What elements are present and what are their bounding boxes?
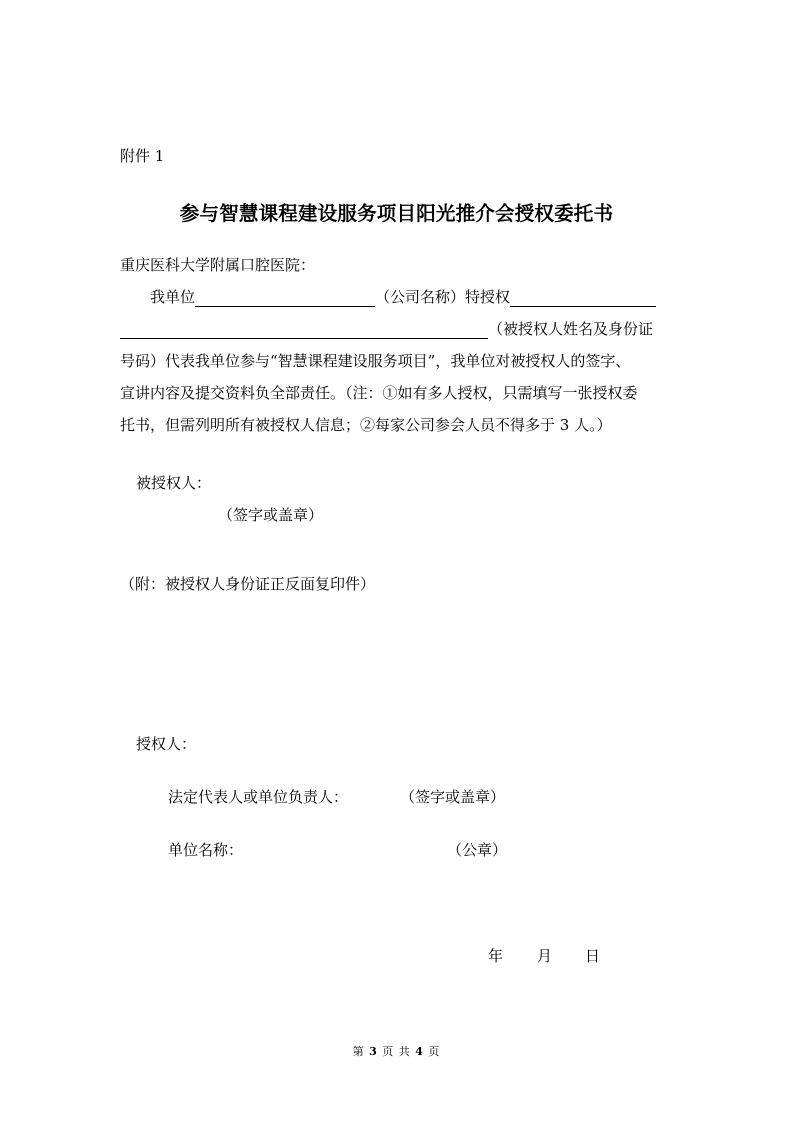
document-title: 参与智慧课程建设服务项目阳光推介会授权委托书 (179, 202, 614, 225)
unit-name-label: 单位名称： (168, 841, 244, 859)
paragraph-text: 我单位 (150, 288, 196, 306)
paragraph-text: （公司名称）特授权 (375, 288, 511, 306)
paragraph-line-2 (120, 318, 653, 339)
paragraph-line-3: 号码）代表我单位参与“智慧课程建设服务项目”，我单位对被授权人的签字、 (120, 352, 631, 370)
footer-suffix: 页 (428, 1045, 441, 1058)
date-month: 月 (537, 947, 553, 965)
footer-mid: 页 共 (382, 1045, 411, 1058)
sign-or-seal-note: （签字或盖章） (400, 788, 506, 806)
total-page-number: 4 (415, 1045, 424, 1058)
addressee: 重庆医科大学附属口腔医院： (120, 256, 316, 274)
sign-or-seal-note: （签字或盖章） (218, 506, 324, 524)
paragraph-line-4: 宣讲内容及提交资料负全部责任。（注：①如有多人授权，只需填写一张授权委 (120, 384, 638, 402)
paragraph-text: （被授权人姓名及身份证 (488, 320, 654, 338)
footer-prefix: 第 (352, 1045, 365, 1058)
attachment-note: （附：被授权人身份证正反面复印件） (120, 575, 376, 593)
attachment-label: 附件 1 (120, 147, 165, 165)
official-seal-note: （公章） (447, 841, 508, 859)
paragraph-line-5: 托书，但需列明所有被授权人信息；②每家公司参会人员不得多于 3 人。） (120, 416, 612, 434)
company-name-blank[interactable] (195, 288, 375, 307)
grantor-label: 授权人： (136, 735, 197, 753)
legal-representative-label: 法定代表人或单位负责人： (168, 788, 349, 806)
current-page-number: 3 (369, 1045, 378, 1058)
authorized-person-blank[interactable] (510, 288, 656, 307)
date-year: 年 (488, 947, 504, 965)
name-id-blank[interactable] (120, 320, 488, 339)
authorized-person-label: 被授权人： (136, 474, 212, 492)
paragraph-line-1 (150, 286, 656, 307)
page-footer (0, 1043, 793, 1059)
date-day: 日 (585, 947, 601, 965)
